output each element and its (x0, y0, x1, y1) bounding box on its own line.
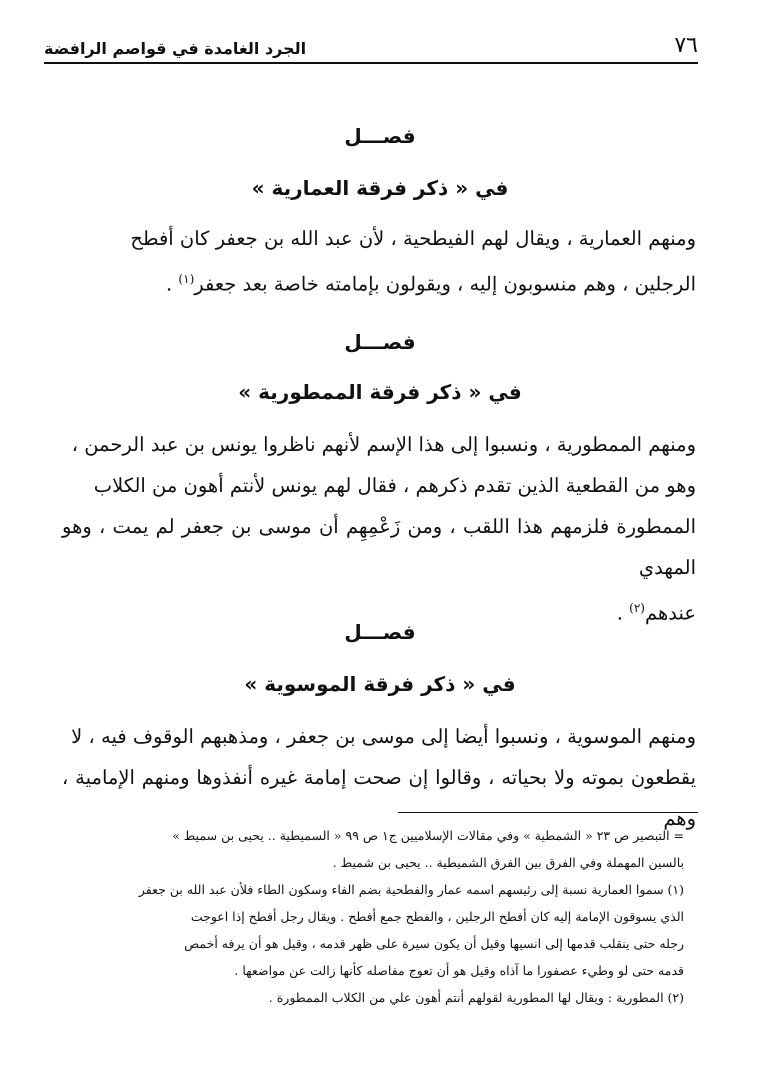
section-2-title: في « ذكر فرقة الممطورية » (238, 380, 522, 404)
book-title: الجرد الغامدة في قواصم الرافضة (44, 39, 307, 58)
section-3-fasl: فصـــل (344, 620, 416, 644)
paragraph-line: ومنهم العمارية ، ويقال لهم الفيطحية ، لأن عبد الله بن جعفر كان أفطح (130, 227, 696, 250)
section-3-paragraph (62, 716, 696, 839)
paragraph-line: الرجلين ، وهم منسوبون إليه ، ويقولون بإمامته خاصة بعد جعفر$^{(١)}$ . (166, 272, 696, 296)
paragraph-line: يقطعون بموته ولا بحياته ، وقالوا إن صحت إمامة غيره أنفذوها ومنهم الإمامية ، وهم (62, 766, 696, 830)
footnote-ref-2[interactable]: (٢) (629, 601, 645, 615)
section-3-title: في « ذكر فرقة الموسوية » (244, 672, 516, 696)
footnote-ref-1[interactable]: (١) (178, 272, 195, 286)
section-1-fasl: فصـــل (344, 124, 416, 148)
footnote-line: قدمه حتى لو وطيء عصفورا ما آذاه وقيل هو أن تعوج مفاصله كأنها زالت عن مواضعها . (234, 963, 684, 978)
paragraph-line: وهو من القطعية الذين تقدم ذكرهم ، فقال لهم يونس لأنتم أهون من الكلاب (93, 474, 696, 497)
footnote-line: (١) سموا العمارية نسبة إلى رئيسهم اسمه عمار والفطحية بضم الفاء وسكون الطاء فلأن عبد الله بن جعفر (138, 882, 684, 897)
section-2-paragraph (62, 424, 696, 634)
footnotes (60, 822, 684, 1011)
section-2-fasl: فصـــل (344, 330, 416, 354)
footnote-line: بالسين المهملة وفي الفرق بين الفرق الشميطية .. يحيى بن شميط . (332, 855, 684, 870)
footnote-divider (398, 812, 698, 813)
page-number: ٧٦ (674, 33, 698, 58)
paragraph-line: الممطورة فلزمهم هذا اللقب ، ومن زَعْمِهِم أن موسى بن جعفر لم يمت ، وهو المهدي (62, 515, 696, 579)
paragraph-line: ومنهم الممطورية ، ونسبوا إلى هذا الإسم لأنهم ناظروا يونس بن عبد الرحمن ، (71, 433, 696, 456)
footnote-line: (٢) المطورية : ويقال لها المطورية لقولهم أنتم أهون علي من الكلاب الممطورة . (268, 990, 684, 1005)
section-1-title: في « ذكر فرقة العمارية » (251, 176, 509, 200)
section-1-paragraph (62, 218, 696, 305)
paragraph-line: عندهم$^{(٢)}$ . (616, 601, 696, 625)
footnote-line: رجله حتى ينقلب قدمها إلى انسيها وقيل أن يكون سيرة على ظهر قدمه ، وقيل هو أن يرفه أخمص (184, 936, 684, 951)
footnote-line: = التبصير ص ٢٣ « الشمطية » وفي مقالات الإسلاميين ج١ ص ٩٩ « السميطية .. يحيى بن سميط » (172, 828, 684, 843)
footnote-line: الذي يسوقون الإمامة إليه كان أفطح الرجلين ، والفطح جمع أفطح . ويقال رجل أفطح إذا اعوجت (190, 909, 684, 924)
running-header (44, 30, 698, 64)
paragraph-line: ومنهم الموسوية ، ونسبوا أيضا إلى موسى بن جعفر ، ومذهبهم الوقوف فيه ، لا (71, 725, 696, 748)
